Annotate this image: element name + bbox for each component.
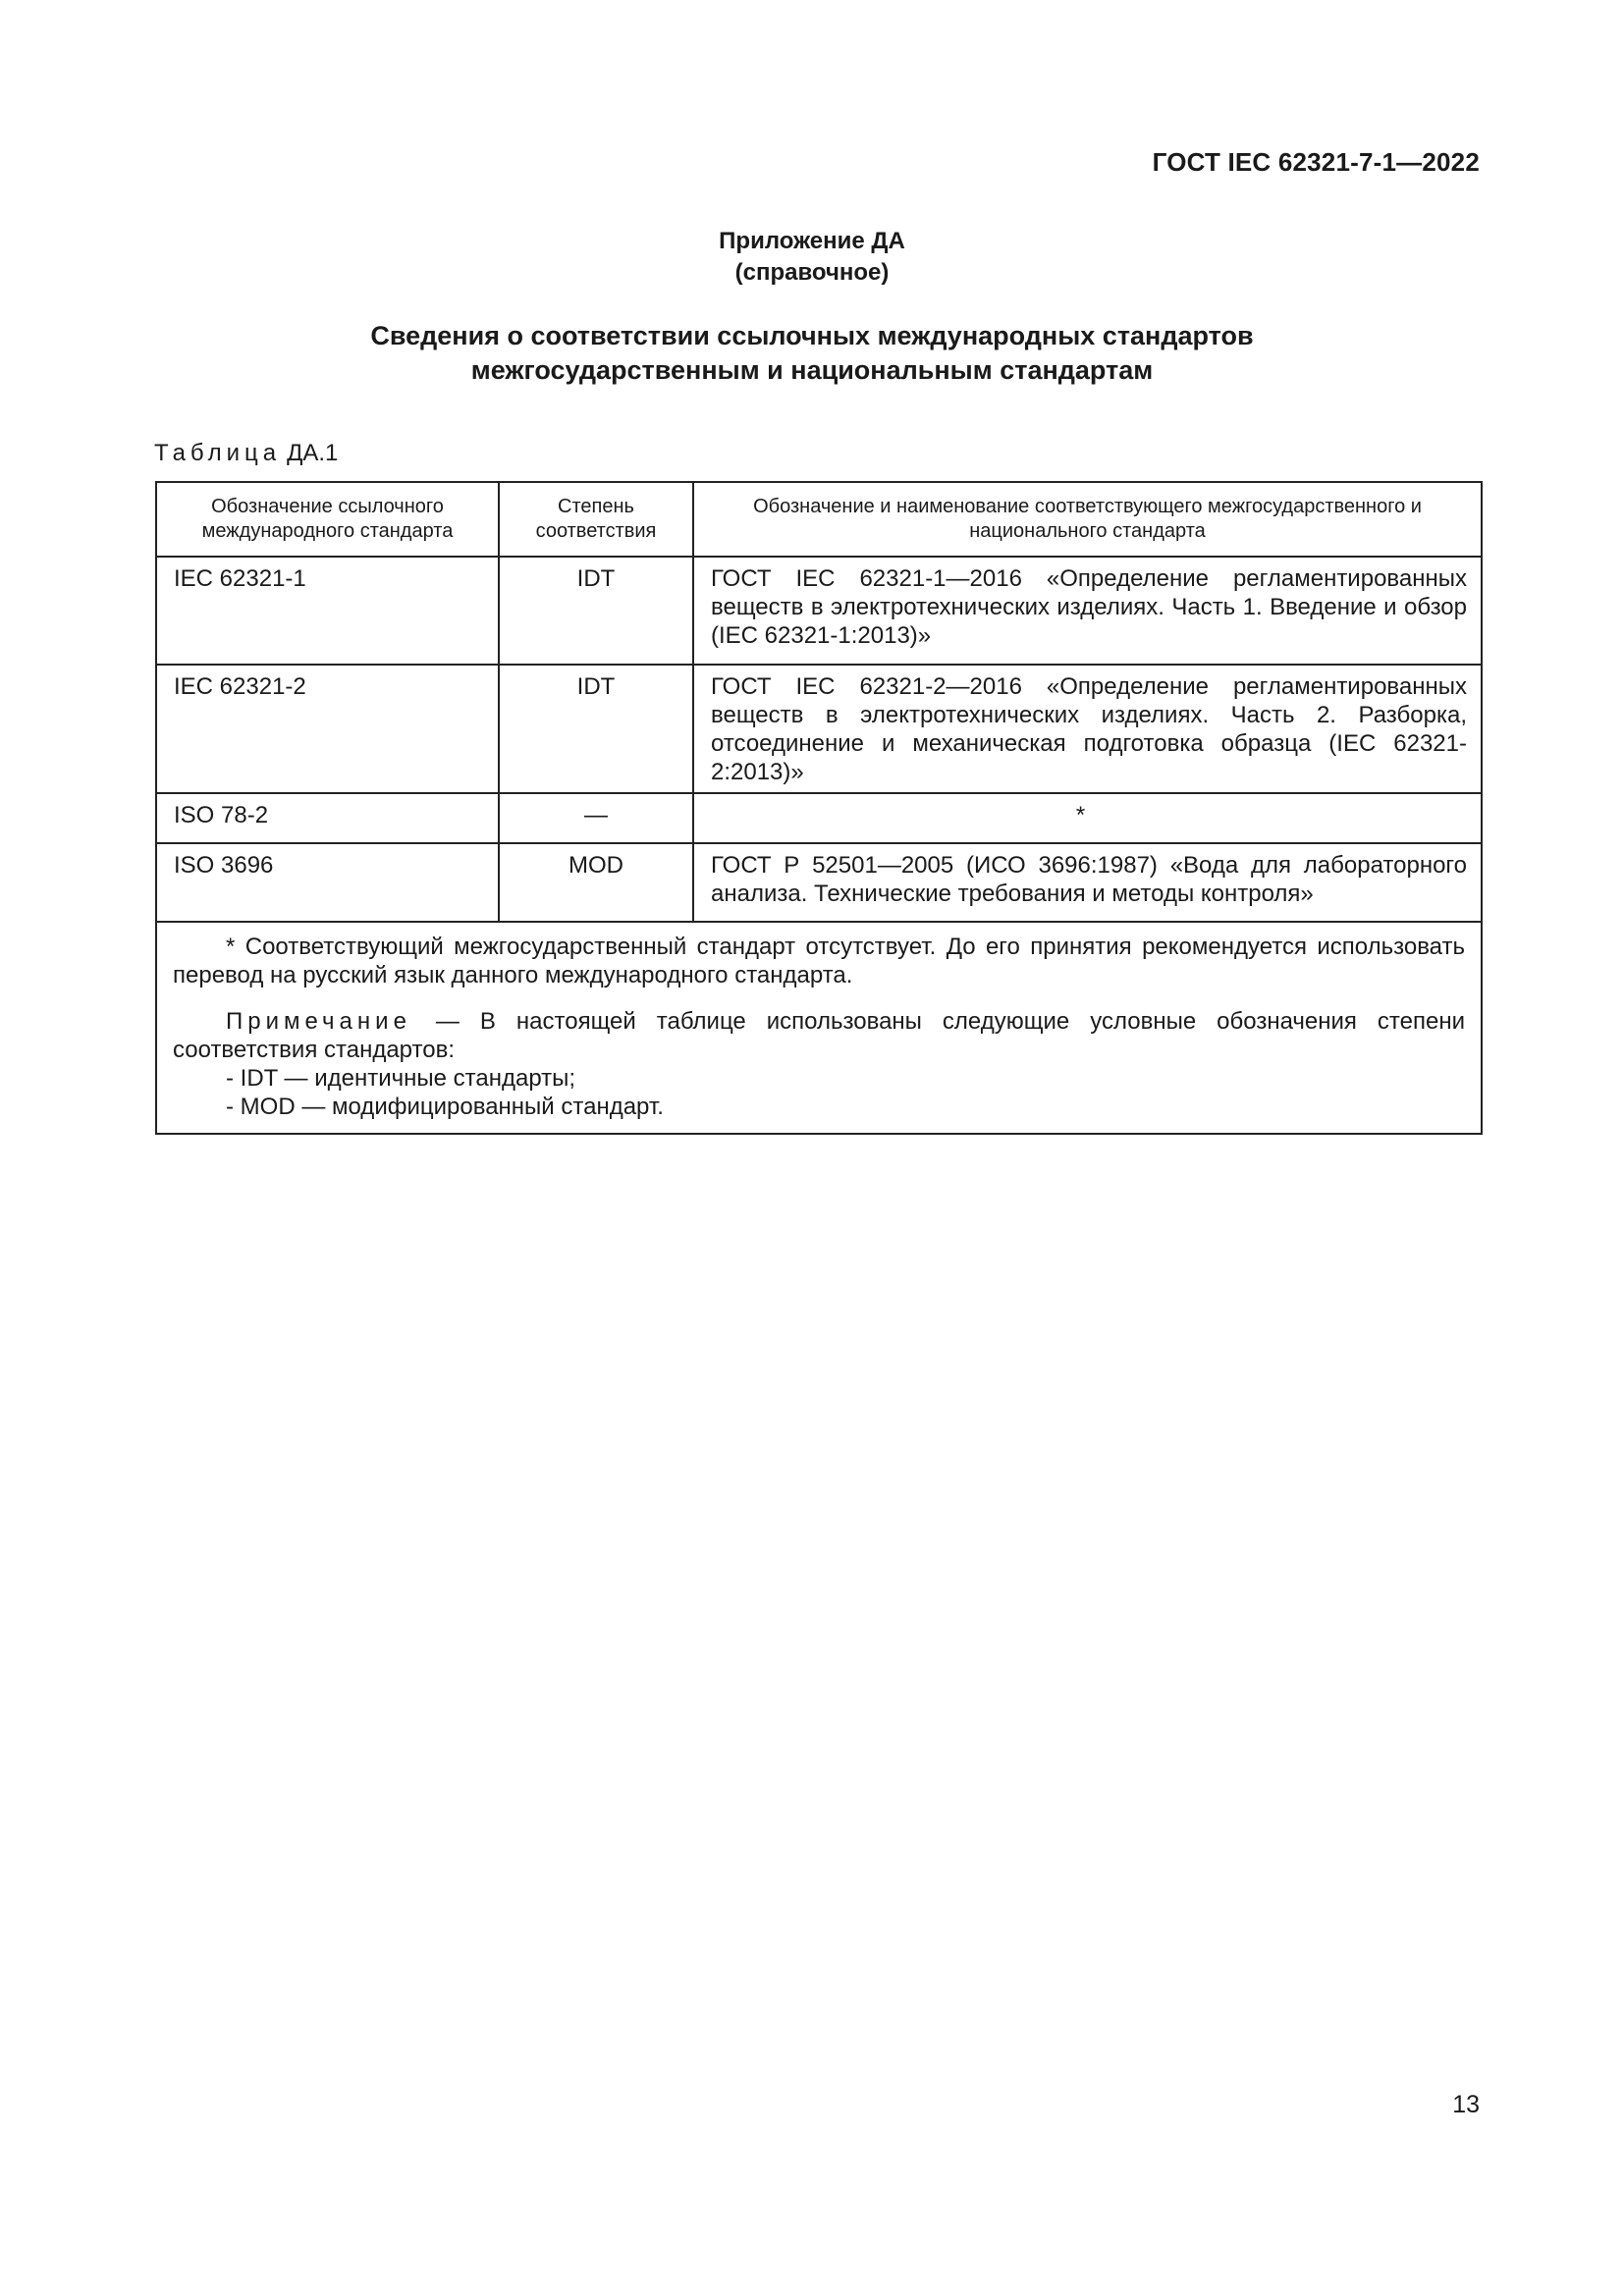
standards-correspondence-table (155, 481, 1483, 1135)
table-header-row (156, 482, 1482, 557)
section-title-line-1: Сведения о соответствии ссылочных международных стандартов (370, 321, 1254, 350)
page-number: 13 (1452, 2091, 1480, 2118)
table-caption-label: Таблица (154, 440, 282, 466)
appendix-type: (справочное) (734, 259, 890, 286)
section-title-line-2: межгосударственным и национальным стандартам (470, 355, 1154, 385)
note-item-idt: - IDT — идентичные стандарты; (226, 1065, 576, 1092)
table-row (156, 557, 1482, 665)
cell-gost: ГОСТ IEC 62321-2—2016 «Определение регламентированных веществ в электротехнических изделиях. Часть 2. Разборка, отсоединение и механическая подготовка образца (IEC 62321-2:2013)» (693, 665, 1482, 793)
table-row (156, 793, 1482, 843)
column-header-degree: Степень соответствия (499, 482, 693, 557)
table-caption-number: ДА.1 (287, 440, 339, 466)
appendix-heading (0, 226, 1624, 289)
document-number: ГОСТ IEC 62321-7-1—2022 (1152, 147, 1480, 177)
cell-gost: ГОСТ IEC 62321-1—2016 «Определение регламентированных веществ в электротехнических изделиях. Часть 1. Введение и обзор (IEC 62321-1:2013)» (693, 557, 1482, 665)
note-label: Примечание (226, 1008, 411, 1035)
note-item-mod: - MOD — модифицированный стандарт. (226, 1094, 664, 1120)
cell-gost: ГОСТ Р 52501—2005 (ИСО 3696:1987) «Вода для лабораторного анализа. Технические требования и методы контроля» (693, 843, 1482, 922)
table-row (156, 665, 1482, 793)
table-footnote: * Соответствующий межгосударственный стандарт отсутствует. До его принятия рекомендуется использовать перевод на русский язык данного международного стандарта. (173, 934, 1465, 988)
cell-reference: IEC 62321-2 (156, 665, 499, 793)
table-caption (154, 440, 338, 467)
column-header-reference: Обозначение ссылочного международного стандарта (156, 482, 499, 557)
table-note (173, 1007, 1465, 1064)
cell-reference: ISO 3696 (156, 843, 499, 922)
cell-degree: MOD (499, 843, 693, 922)
table-row (156, 843, 1482, 922)
cell-gost: * (693, 793, 1482, 843)
column-header-gost: Обозначение и наименование соответствующего межгосударственного и национального стандарта (693, 482, 1482, 557)
cell-reference: IEC 62321-1 (156, 557, 499, 665)
table-notes (156, 922, 1482, 1134)
cell-reference: ISO 78-2 (156, 793, 499, 843)
table-notes-row (156, 922, 1482, 1134)
note-text: — В настоящей таблице использованы следующие условные обозначения степени соответствия стандартов: (173, 1008, 1465, 1063)
cell-degree: IDT (499, 557, 693, 665)
section-title (0, 319, 1624, 388)
cell-degree: IDT (499, 665, 693, 793)
cell-degree: — (499, 793, 693, 843)
appendix-title: Приложение ДА (719, 228, 905, 254)
